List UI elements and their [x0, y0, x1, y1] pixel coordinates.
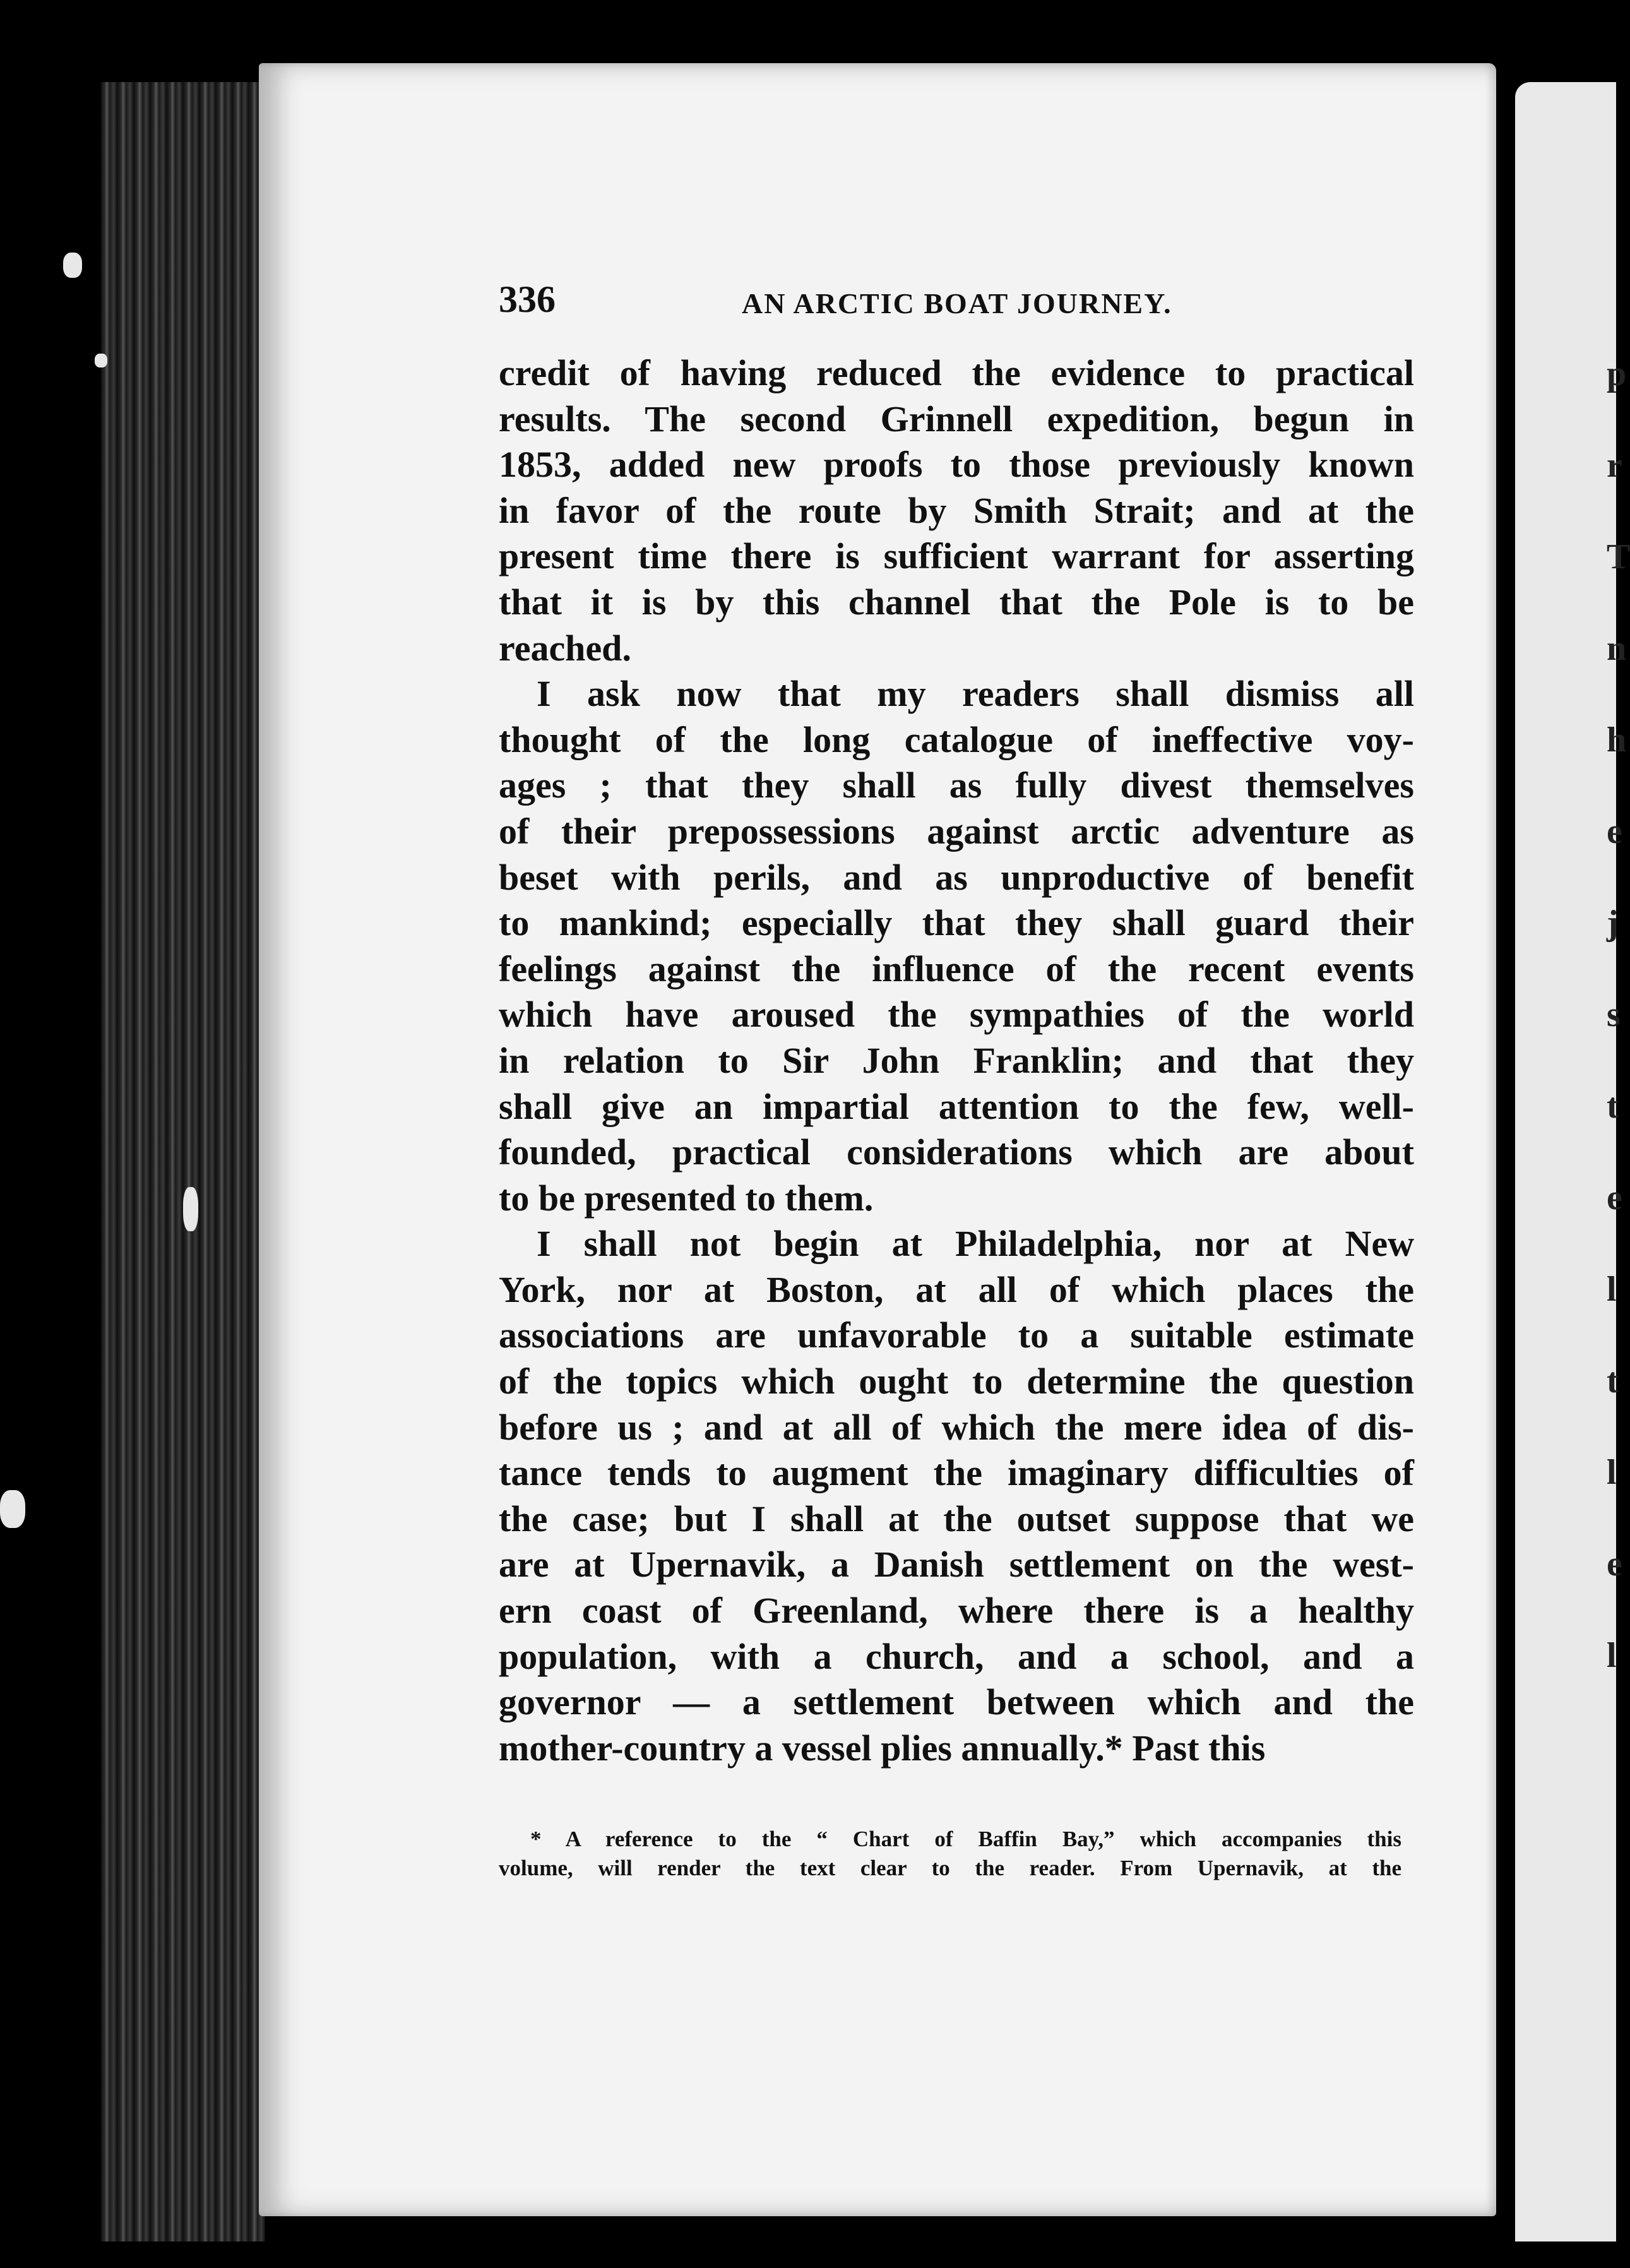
facing-page-fragment: r: [1607, 446, 1622, 485]
text-line: to be presented to them.: [499, 1177, 874, 1219]
text-line: that it is by this channel that the Pole is to be: [499, 581, 1414, 623]
text-line: ages ; that they shall as fully divest themselves: [499, 765, 1414, 806]
facing-page-fragment: l: [1607, 1453, 1617, 1492]
text-line: in relation to Sir John Franklin; and that they: [499, 1039, 1414, 1081]
text-line: ern coast of Greenland, where there is a healthy: [499, 1590, 1414, 1632]
facing-page-edge: [1515, 82, 1616, 2241]
text-line: 1853, added new proofs to those previously known: [499, 444, 1414, 486]
text-line: credit of having reduced the evidence to practical: [499, 352, 1414, 393]
facing-page-fragment: l: [1607, 1270, 1617, 1309]
facing-page-fragment: e: [1607, 1544, 1622, 1584]
scan-speck: [63, 253, 82, 278]
facing-page-fragment: e: [1607, 812, 1622, 851]
facing-page-fragment: n: [1607, 629, 1627, 668]
text-line: I ask now that my readers shall dismiss all: [537, 673, 1414, 715]
text-line: of the topics which ought to determine the question: [499, 1361, 1414, 1402]
facing-page-fragment: l: [1607, 1636, 1617, 1675]
text-line: before us ; and at all of which the mere idea of dis-: [499, 1406, 1414, 1448]
book-page-edges: [101, 82, 265, 2241]
text-line: mother-country a vessel plies annually.* Past this: [499, 1727, 1266, 1769]
text-line: governor — a settlement between which and the: [499, 1681, 1414, 1723]
footnote-line: * A reference to the “ Chart of Baffin Bay,” which accompanies this: [530, 1827, 1401, 1851]
text-line: thought of the long catalogue of ineffective voy-: [499, 719, 1414, 760]
footnote: [499, 1825, 1401, 1883]
scan-speck: [95, 354, 107, 367]
text-line: in favor of the route by Smith Strait; and at the: [499, 489, 1414, 531]
text-line: which have aroused the sympathies of the world: [499, 994, 1414, 1036]
facing-page-fragment: e: [1607, 1178, 1622, 1217]
text-line: shall give an impartial attention to the few, well-: [499, 1085, 1414, 1127]
text-line: founded, practical considerations which are about: [499, 1131, 1414, 1173]
footnote-line: volume, will render the text clear to the reader. From Upernavik, at the: [499, 1856, 1401, 1880]
page-header: [499, 278, 1477, 322]
text-line: of their prepossessions against arctic adventure as: [499, 810, 1414, 852]
facing-page-fragment: h: [1607, 720, 1627, 760]
text-line: I shall not begin at Philadelphia, nor at New: [537, 1223, 1414, 1265]
text-line: population, with a church, and a school, and a: [499, 1635, 1414, 1677]
text-line: present time there is sufficient warrant for asserting: [499, 535, 1414, 577]
scan-speck: [0, 1490, 25, 1528]
text-line: are at Upernavik, a Danish settlement on the west-: [499, 1544, 1414, 1585]
scan-speck: [183, 1187, 198, 1231]
facing-page-fragment: T: [1607, 537, 1630, 576]
text-line: reached.: [499, 627, 631, 669]
text-line: feelings against the influence of the recent events: [499, 948, 1414, 989]
text-line: York, nor at Boston, at all of which places the: [499, 1268, 1414, 1310]
body-text: [499, 350, 1414, 1771]
text-line: results. The second Grinnell expedition, begun in: [499, 398, 1414, 439]
facing-page-fragment: p: [1607, 354, 1627, 393]
text-line: the case; but I shall at the outset suppose that we: [499, 1498, 1414, 1539]
running-head: AN ARCTIC BOAT JOURNEY.: [742, 287, 1172, 319]
facing-page-fragment: t: [1607, 1087, 1619, 1126]
text-line: tance tends to augment the imaginary difficulties of: [499, 1452, 1414, 1494]
facing-page-fragment: t: [1607, 1361, 1619, 1400]
facing-page-fragment: j: [1607, 904, 1619, 943]
page-number: 336: [499, 278, 556, 320]
text-line: associations are unfavorable to a suitable estimate: [499, 1315, 1414, 1356]
text-line: beset with perils, and as unproductive of benefit: [499, 856, 1414, 898]
facing-page-fragment: s: [1607, 995, 1621, 1034]
text-line: to mankind; especially that they shall guard their: [499, 902, 1414, 944]
